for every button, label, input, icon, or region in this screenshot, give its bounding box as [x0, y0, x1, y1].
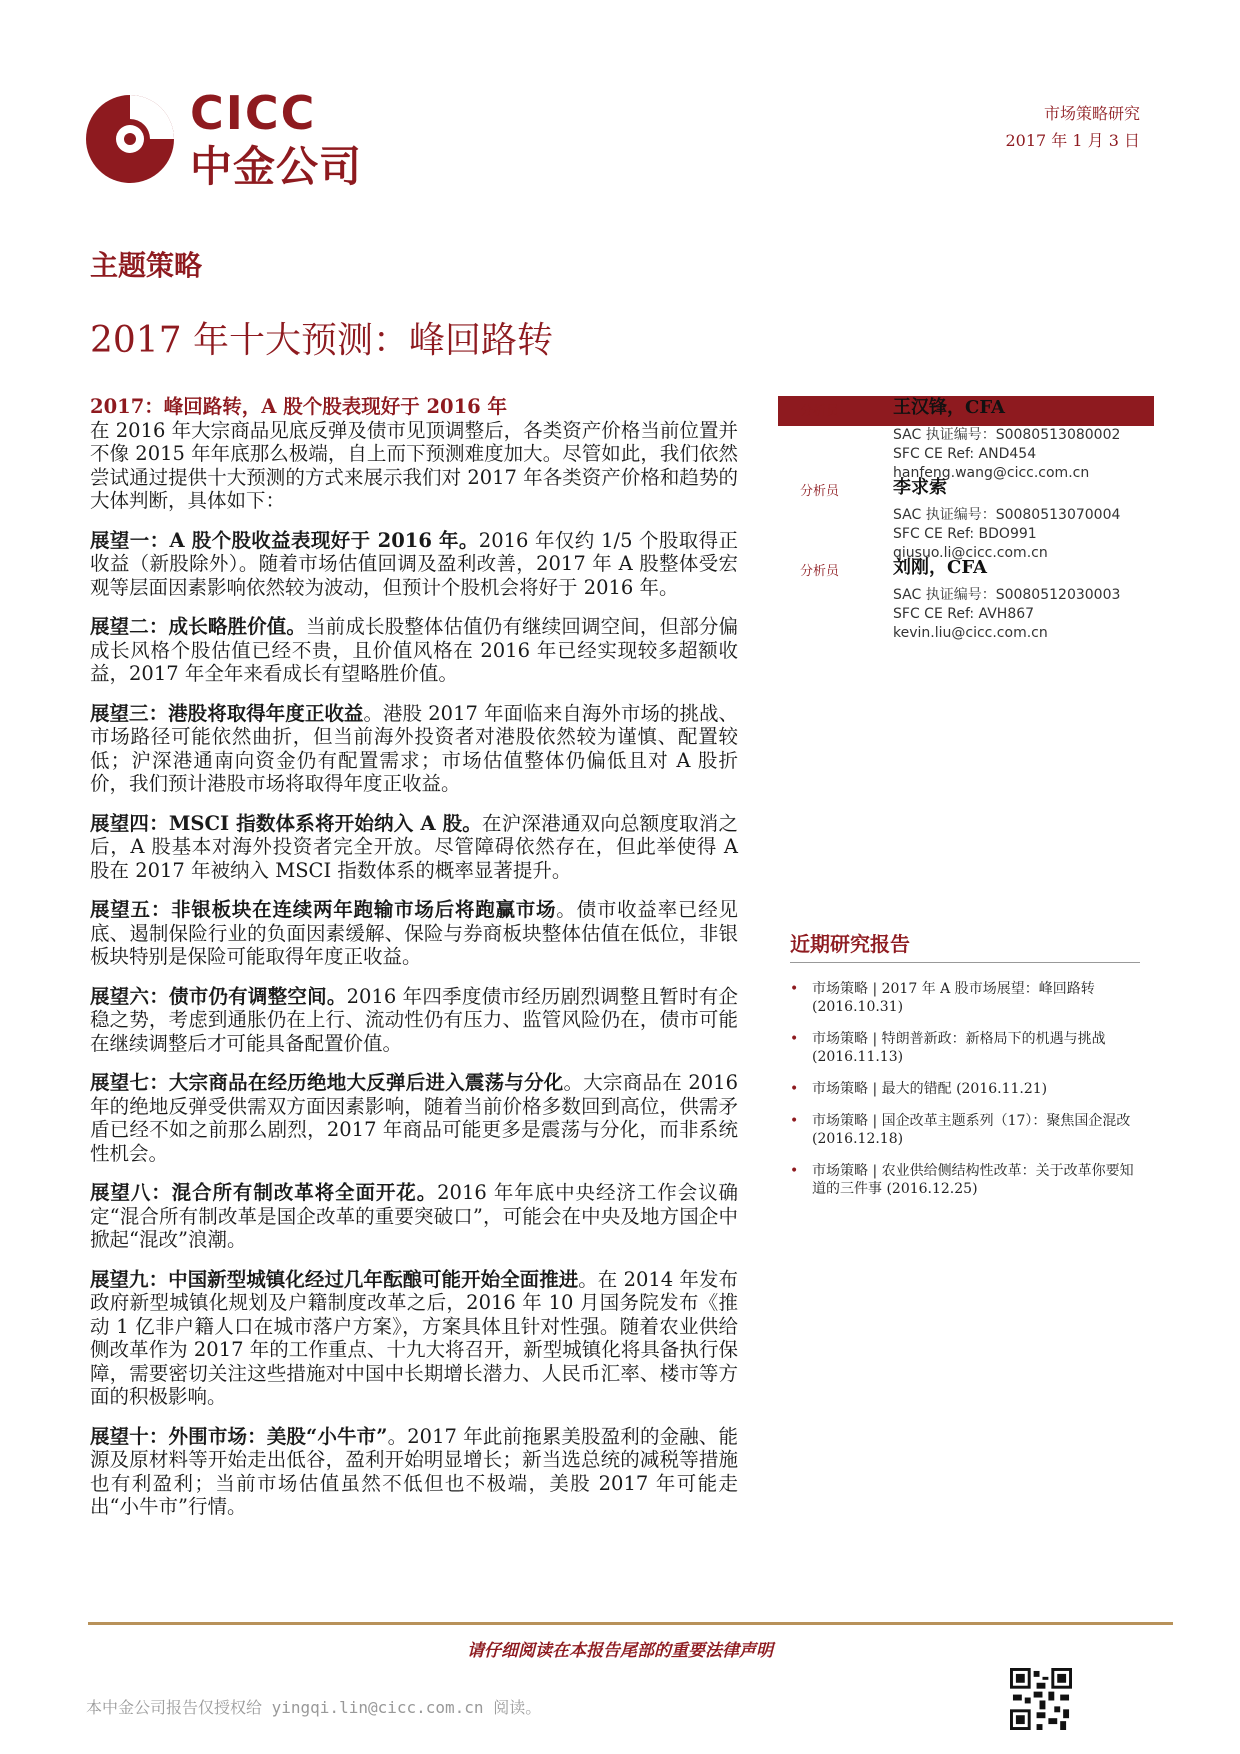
qr-code-icon — [1010, 1668, 1072, 1730]
analyst-name: 刘刚，CFA — [893, 557, 988, 578]
recent-report-title: 市场策略 | 农业供给侧结构性改革：关于改革你要知道的三件事 (2016.12.25) — [812, 1163, 1134, 1197]
prediction-text: 2016 年仅约 1/5 个股取得正收益（新股除外）。随着市场估值回调及盈利改善，2017 年 A 股整体受宏观等层面因素影响依然较为波动，但预计个股机会将好于 2016 年。 — [90, 528, 738, 599]
recent-report-item[interactable] — [790, 1030, 1140, 1066]
prediction-heading: 展望十：外围市场：美股“小牛市” — [90, 1424, 388, 1448]
prediction-heading: 展望九：中国新型城镇化经过几年酝酿可能开始全面推进 — [90, 1267, 579, 1291]
prediction-text: 在沪深港通双向总额度取消之后，A 股基本对海外投资者完全开放。尽管障碍依然存在，但此举使得 A 股在 2017 年被纳入 MSCI 指数体系的概率显著提升。 — [90, 811, 738, 882]
prediction-paragraph — [90, 812, 738, 883]
predictions-list — [90, 529, 738, 1519]
analyst-details — [893, 586, 1120, 643]
analyst-sac: SAC 执证编号：S0080512030003 — [893, 587, 1121, 603]
main-title: 2017 年十大预测：峰回路转 — [90, 320, 554, 361]
prediction-paragraph — [90, 702, 738, 796]
prediction-text: 。港股 2017 年面临来自海外市场的挑战、市场路径可能依然曲折，但当前海外投资者对港股依然较为谨慎、配置较低；沪深港通南向资金仍有配置需求；市场估值整体仍偏低且对 A 股折价，我们预计港股市场将取得年度正收益。 — [90, 701, 738, 795]
bullet-icon: • — [790, 1113, 799, 1129]
recent-report-title: 市场策略 | 2017 年 A 股市场展望：峰回路转 (2016.10.31) — [812, 981, 1095, 1015]
recent-report-title: 市场策略 | 最大的错配 (2016.11.21) — [812, 1081, 1048, 1097]
analyst-email[interactable]: kevin.liu@cicc.com.cn — [893, 625, 1048, 641]
body-column — [90, 395, 738, 1535]
prediction-paragraph — [90, 1268, 738, 1409]
prediction-heading: 展望八：混合所有制改革将全面开花。 — [90, 1181, 438, 1204]
prediction-heading: 展望一：A 股个股收益表现好于 2016 年。 — [90, 528, 479, 552]
prediction-paragraph — [90, 1071, 738, 1165]
prediction-heading: 展望二：成长略胜价值。 — [90, 615, 307, 638]
analyst-role: 分析员 — [800, 564, 840, 579]
report-category: 市场策略研究 — [1043, 104, 1140, 123]
analyst-role: 分析员 — [800, 484, 840, 499]
intro-text: 在 2016 年大宗商品见底反弹及债市见顶调整后，各类资产价格当前位置并不像 2015 年年底那么极端，自上而下预测难度加大。尽管如此，我们依然尝试通过提供十大预测的方式来展示我们对 2017 年各类资产价格和趋势的大体判断，具体如下： — [90, 418, 738, 512]
authorization-watermark: 本中金公司报告仅授权给 yingqi.lin@cicc.com.cn 阅读。 — [86, 1698, 542, 1717]
prediction-paragraph — [90, 985, 738, 1056]
recent-report-title: 市场策略 | 特朗普新政：新格局下的机遇与挑战 (2016.11.13) — [812, 1031, 1106, 1065]
logo-text-cn: 中金公司 — [190, 142, 363, 191]
analyst-sac: SAC 执证编号：S0080513070004 — [893, 507, 1121, 523]
analyst-card — [800, 477, 1130, 561]
prediction-text: 。大宗商品在 2016 年的绝地反弹受供需双方面因素影响，随着当前价格多数回到高位，供需矛盾已经不如之前那么剧烈，2017 年商品可能更多是震荡与分化，而非系统性机会。 — [90, 1071, 738, 1165]
prediction-heading: 展望六：债市仍有调整空间。 — [90, 984, 347, 1008]
analyst-email[interactable]: qiusuo.li@cicc.com.cn — [893, 545, 1048, 561]
prediction-heading: 展望三：港股将取得年度正收益 — [90, 701, 364, 725]
prediction-text: 当前成长股整体估值仍有继续回调空间，但部分偏成长风格个股估值已经不贵，且价值风格在 2016 年已经实现较多超额收益，2017 年全年来看成长有望略胜价值。 — [90, 615, 738, 685]
recent-report-item[interactable] — [790, 980, 1140, 1016]
prediction-paragraph — [90, 1181, 738, 1252]
prediction-text: 2016 年四季度债市经历剧烈调整且暂时有企稳之势，考虑到通胀仍在上行、流动性仍有压力、监管风险仍在，债市可能在继续调整后才可能具备配置价值。 — [90, 984, 738, 1055]
analyst-card — [800, 397, 1130, 481]
section-label: 主题策略 — [90, 249, 203, 282]
prediction-text: 。2017 年此前拖累美股盈利的金融、能源及原材料等开始走出低谷，盈利开始明显增长；新当选总统的减税等措施也有利盈利；当前市场估值虽然不低但也不极端，美股 2017 年可能走出“小牛市”行情。 — [90, 1424, 738, 1518]
analyst-name: 王汉锋，CFA — [893, 397, 1006, 418]
footer-divider — [88, 1622, 1173, 1625]
logo-text-en: CICC — [190, 86, 317, 140]
recent-report-item[interactable] — [790, 1112, 1140, 1148]
prediction-paragraph — [90, 1425, 738, 1519]
analyst-name: 李求索 — [893, 477, 947, 498]
prediction-heading: 展望四：MSCI 指数体系将开始纳入 A 股。 — [90, 811, 483, 835]
analyst-details — [893, 506, 1120, 563]
logo-emblem-icon — [86, 95, 174, 183]
analyst-details — [893, 426, 1120, 483]
prediction-paragraph — [90, 898, 738, 969]
prediction-text: 。债市收益率已经见底、遏制保险行业的负面因素缓解、保险与券商板块整体估值在低位，非银板块特别是保险可能取得年度正收益。 — [90, 898, 738, 968]
report-date: 2017 年 1 月 3 日 — [1005, 131, 1140, 150]
analyst-email[interactable]: hanfeng.wang@cicc.com.cn — [893, 465, 1090, 481]
legal-disclaimer: 请仔细阅读在本报告尾部的重要法律声明 — [467, 1641, 773, 1661]
recent-report-title: 市场策略 | 国企改革主题系列（17）：聚焦国企混改 (2016.12.18) — [812, 1113, 1131, 1147]
recent-report-item[interactable] — [790, 1162, 1140, 1198]
analyst-role: 分析员 — [800, 404, 840, 419]
intro-heading: 2017：峰回路转，A 股个股表现好于 2016 年 — [90, 395, 508, 418]
analyst-sfc: SFC CE Ref: BDO991 — [893, 526, 1037, 542]
prediction-paragraph — [90, 529, 738, 600]
recent-reports-title: 近期研究报告 — [790, 932, 910, 956]
prediction-heading: 展望七：大宗商品在经历绝地大反弹后进入震荡与分化 — [90, 1071, 564, 1094]
prediction-heading: 展望五：非银板块在连续两年跑输市场后将跑赢市场 — [90, 898, 557, 921]
bullet-icon: • — [790, 981, 799, 997]
prediction-text: 。在 2014 年发布政府新型城镇化规划及户籍制度改革之后，2016 年 10 月国务院发布《推动 1 亿非户籍人口在城市落户方案》，方案具体且针对性强。随着农业供给侧改革作为 2017 年的工作重点、十九大将召开，新型城镇化将具备执行保障，需要密切关注这些措施对中国中长期增长潜力、人民币汇率、楼市等方面的积极影响。 — [90, 1267, 738, 1408]
recent-reports-divider — [790, 962, 1140, 963]
bullet-icon: • — [790, 1081, 799, 1097]
bullet-icon: • — [790, 1031, 799, 1047]
analyst-sac: SAC 执证编号：S0080513080002 — [893, 427, 1121, 443]
recent-report-item[interactable] — [790, 1080, 1140, 1098]
recent-reports-list — [790, 980, 1140, 1212]
analyst-card — [800, 557, 1130, 641]
bullet-icon: • — [790, 1163, 799, 1179]
prediction-paragraph — [90, 615, 738, 686]
analyst-sfc: SFC CE Ref: AND454 — [893, 446, 1037, 462]
prediction-text: 2016 年年底中央经济工作会议确定“混合所有制改革是国企改革的重要突破口”，可能会在中央及地方国企中掀起“混改”浪潮。 — [90, 1181, 738, 1251]
analyst-sfc: SFC CE Ref: AVH867 — [893, 606, 1035, 622]
